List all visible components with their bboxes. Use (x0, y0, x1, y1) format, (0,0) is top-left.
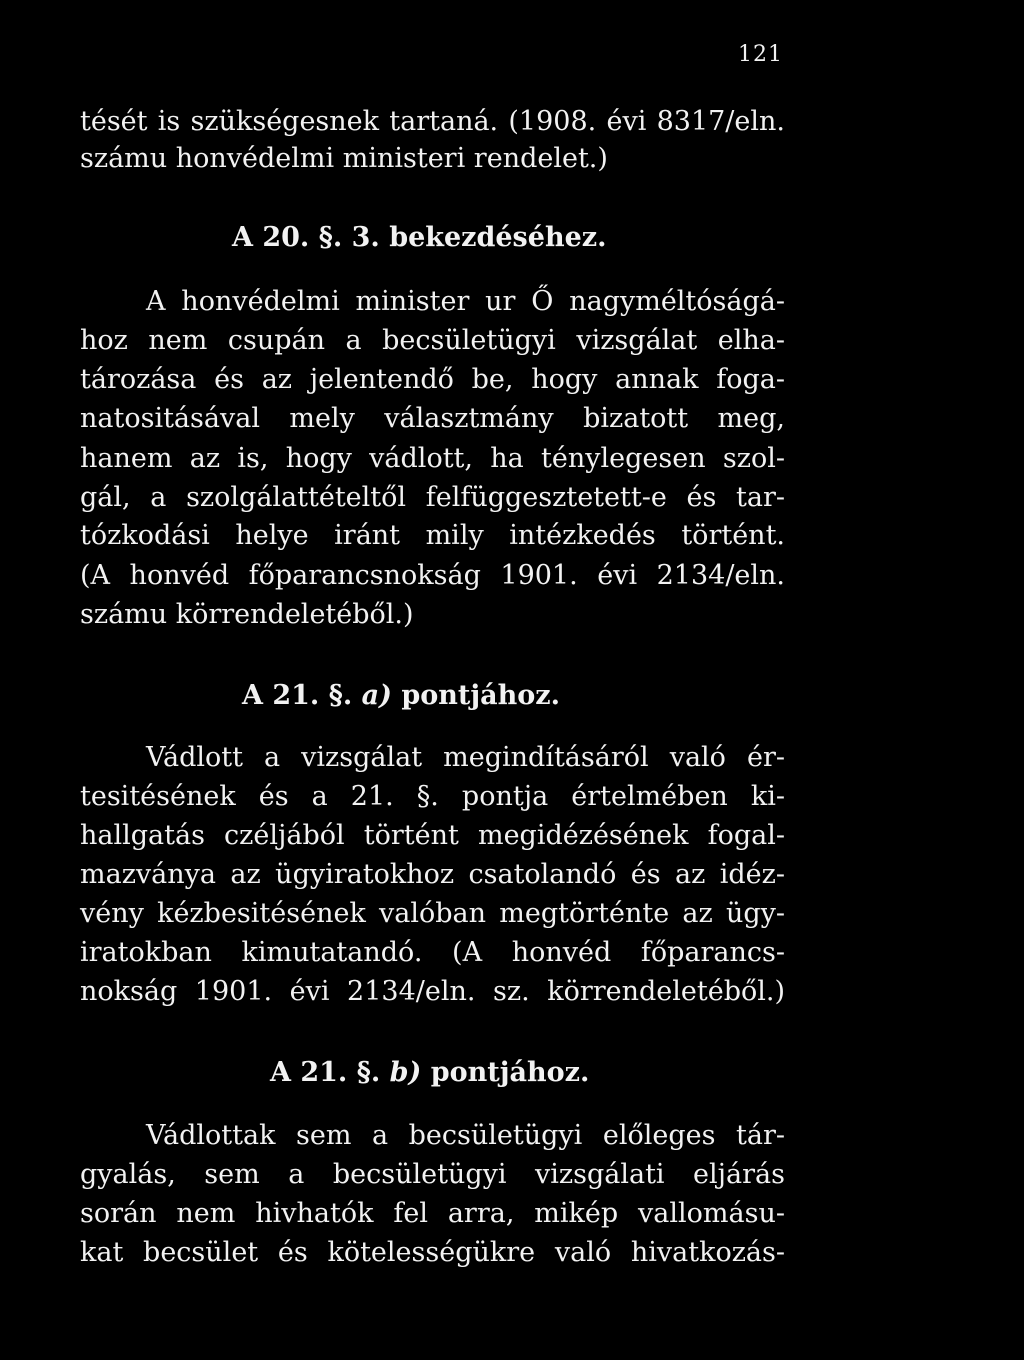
paragraph-2-line-2: hoz nem csupán a becsületügyi vizsgálat elha- (80, 325, 785, 356)
paragraph-4-line-3: során nem hivhatók fel arra, mikép vallomásu- (80, 1198, 785, 1229)
paragraph-2-line-6: gál, a szolgálattételtől felfüggesztetett-e és tar- (80, 482, 785, 513)
paragraph-4-line-2: gyalás, sem a becsületügyi vizsgálati eljárás (80, 1159, 785, 1190)
page-number: 121 (738, 42, 783, 67)
section-heading-20-3: A 20. §. 3. bekezdéséhez. (232, 222, 607, 253)
paragraph-3-line-3: hallgatás czéljából történt megidézésének fogal- (80, 820, 785, 851)
paragraph-2-line-7: tózkodási helye iránt mily intézkedés történt. (80, 520, 785, 551)
paragraph-3-line-6: iratokban kimutatandó. (A honvéd főparancs- (80, 937, 785, 968)
paragraph-2-line-5: hanem az is, hogy vádlott, ha ténylegesen szol- (80, 443, 785, 474)
paragraph-3-line-4: mazványa az ügyiratokhoz csatolandó és az idéz- (80, 859, 785, 890)
section-heading-21-a: A 21. §. a) pontjához. (242, 680, 560, 711)
paragraph-3-line-5: vény kézbesitésének valóban megtörténte az ügy- (80, 898, 785, 929)
paragraph-3-line-1: Vádlott a vizsgálat megindításáról való ér- (146, 742, 785, 773)
section-heading-21-b: A 21. §. b) pontjához. (270, 1057, 590, 1088)
paragraph-3-line-2: tesitésének és a 21. §. pontja értelmében ki- (80, 781, 785, 812)
paragraph-2-line-9: számu körrendeletéből.) (80, 599, 414, 630)
paragraph-1-line-1: tését is szükségesnek tartaná. (1908. évi 8317/eln. (80, 106, 785, 137)
paragraph-1-line-2: számu honvédelmi ministeri rendelet.) (80, 143, 608, 174)
paragraph-2-line-3: tározása és az jelentendő be, hogy annak foga- (80, 364, 785, 395)
paragraph-3-line-7: nokság 1901. évi 2134/eln. sz. körrendeletéből.) (80, 976, 785, 1007)
paragraph-4-line-1: Vádlottak sem a becsületügyi előleges tár- (146, 1120, 785, 1151)
paragraph-2-line-1: A honvédelmi minister ur Ő nagyméltóságá- (146, 286, 785, 317)
paragraph-4-line-4: kat becsület és kötelességükre való hivatkozás- (80, 1237, 785, 1268)
paragraph-2-line-8: (A honvéd főparancsnokság 1901. évi 2134/eln. (80, 560, 785, 591)
paragraph-2-line-4: natositásával mely választmány bizatott meg, (80, 403, 785, 434)
